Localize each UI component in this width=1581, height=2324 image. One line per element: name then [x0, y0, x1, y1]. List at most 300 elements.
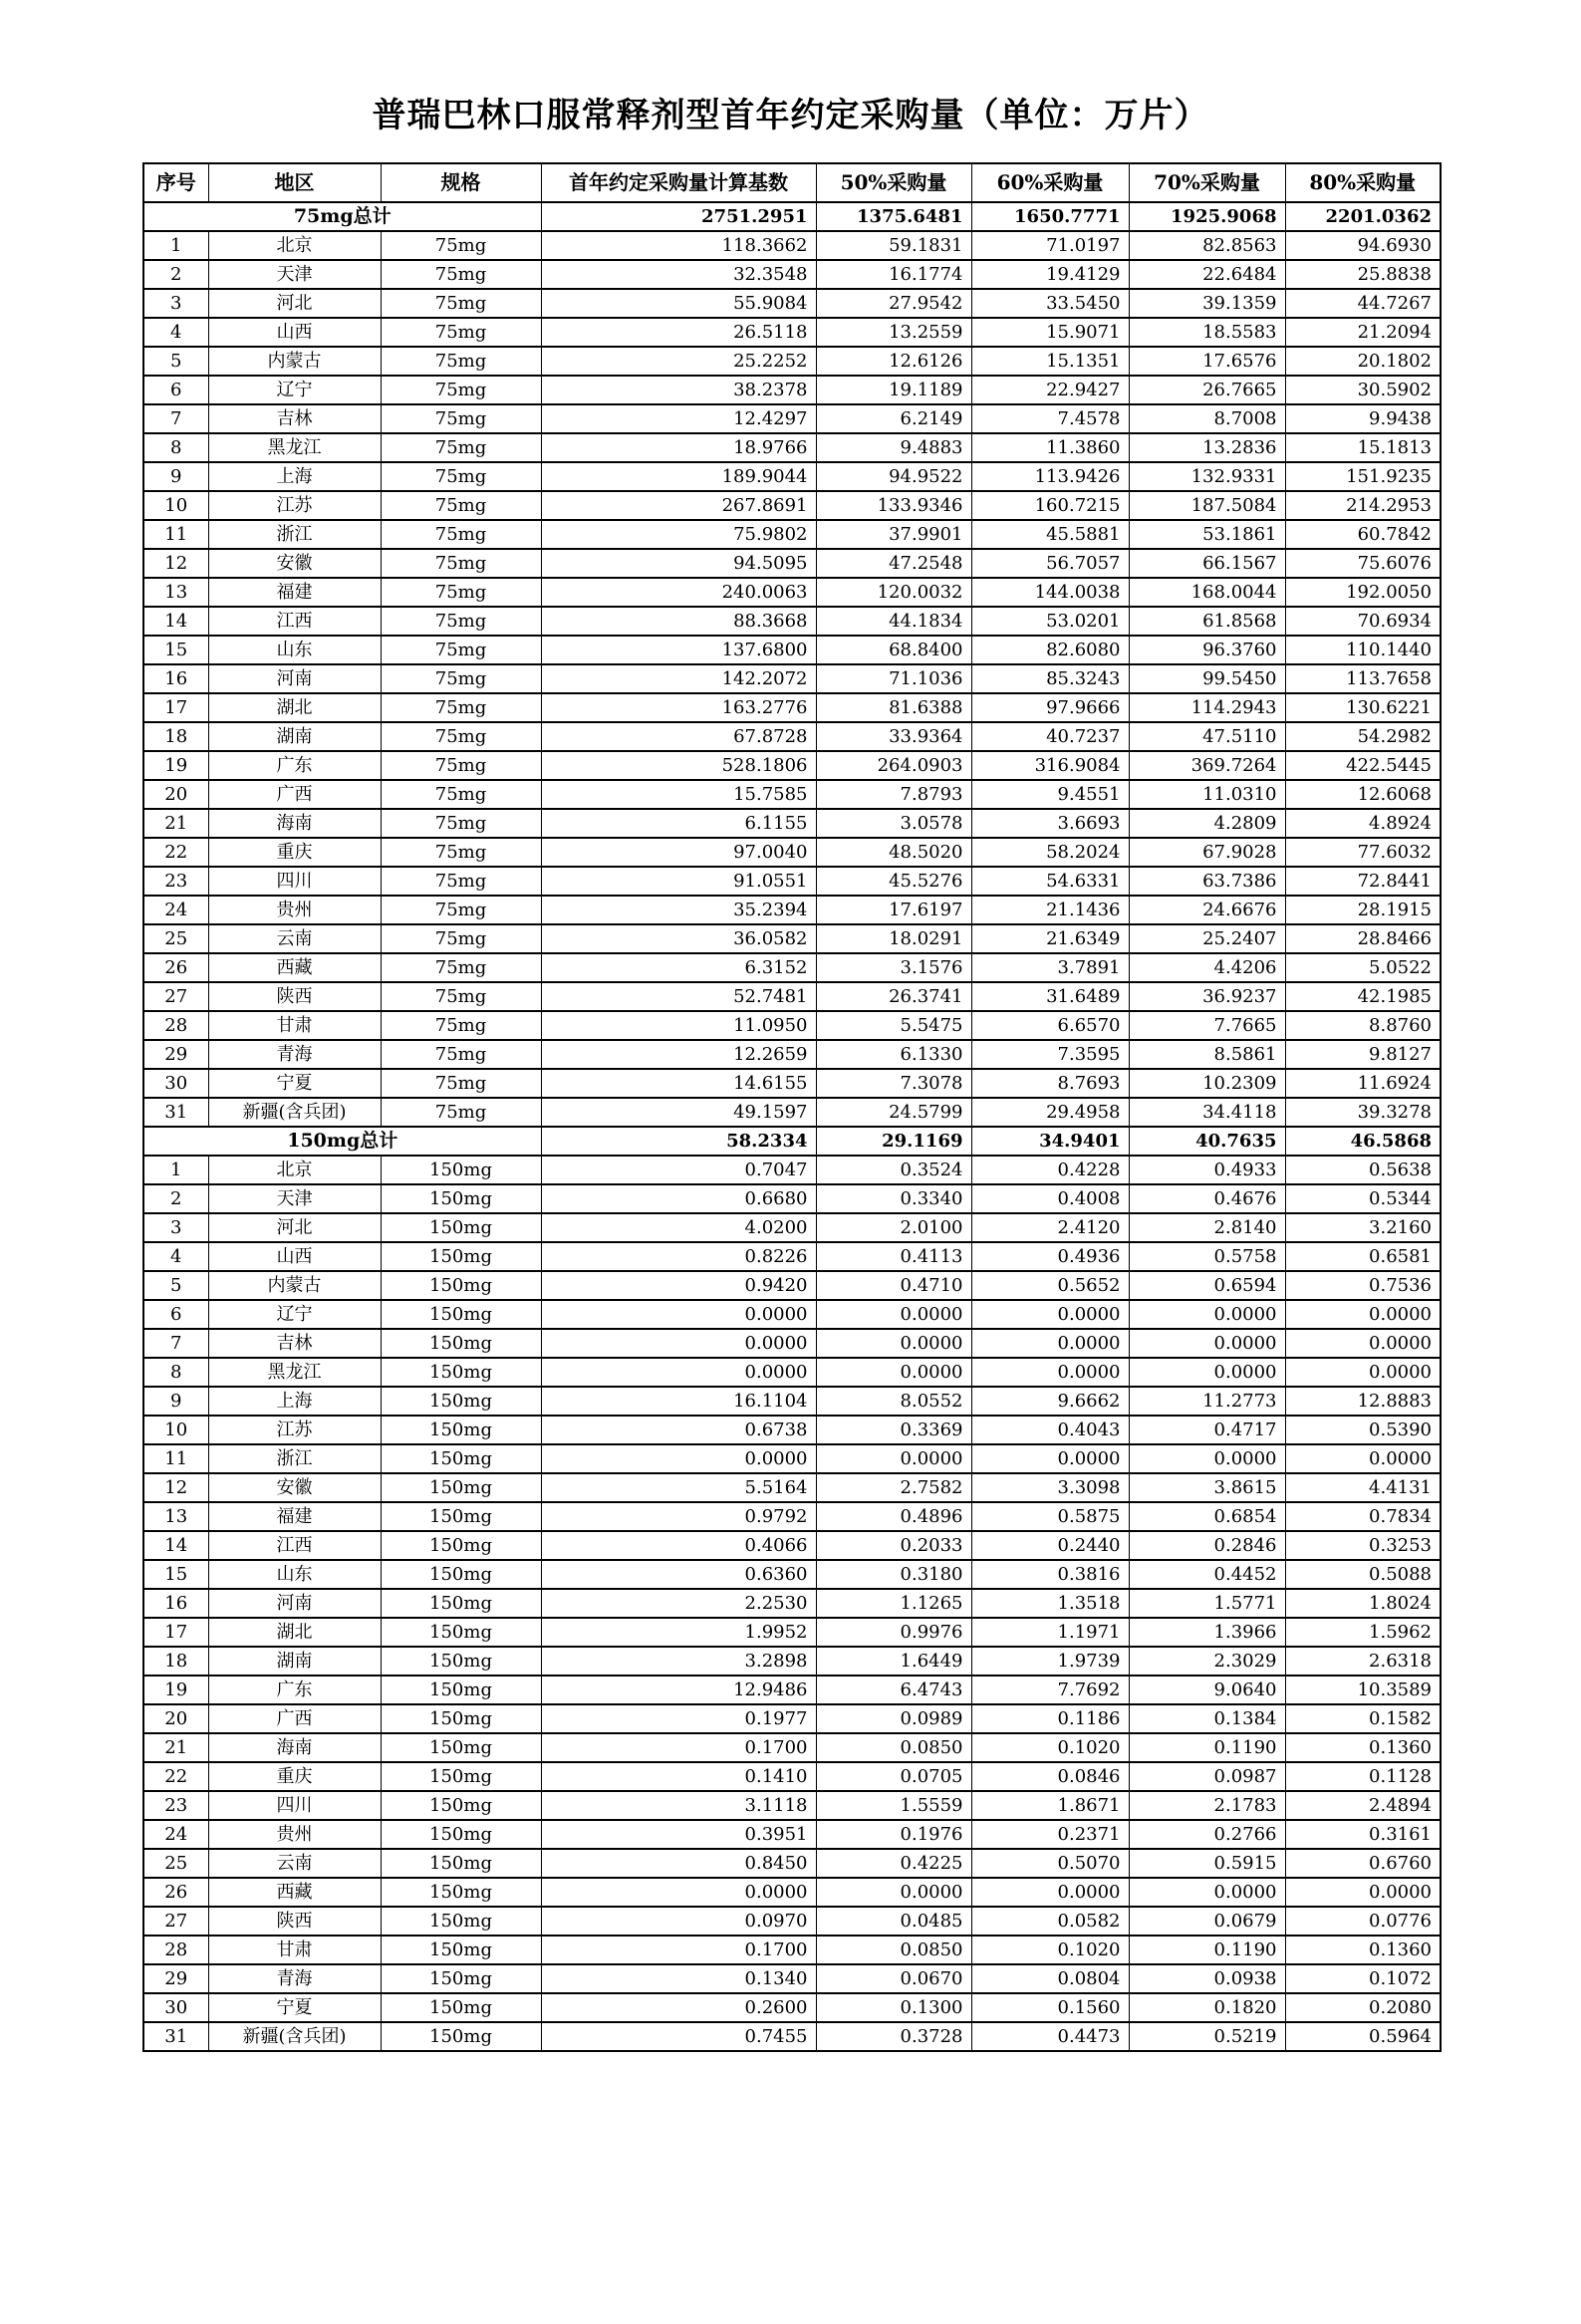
- cell-value: 94.9522: [816, 462, 971, 491]
- cell-spec: 150mg: [381, 1936, 541, 1964]
- cell-value: 7.3595: [971, 1040, 1129, 1069]
- cell-value: 75.6076: [1285, 549, 1441, 578]
- table-row: [143, 1329, 1441, 1358]
- table-row: [143, 376, 1441, 404]
- cell-value: 6.6570: [971, 1011, 1129, 1040]
- cell-value: 1.5962: [1285, 1618, 1441, 1647]
- cell-value: 0.0000: [1129, 1300, 1285, 1329]
- cell-value: 6.4743: [816, 1676, 971, 1704]
- cell-value: 168.0044: [1129, 578, 1285, 607]
- cell-value: 0.4676: [1129, 1184, 1285, 1213]
- cell-value: 422.5445: [1285, 751, 1441, 780]
- cell-no: 25: [143, 1849, 208, 1878]
- cell-value: 0.5758: [1129, 1242, 1285, 1271]
- cell-value: 44.7267: [1285, 289, 1441, 318]
- cell-value: 19.1189: [816, 376, 971, 404]
- table-row: [143, 664, 1441, 693]
- cell-value: 58.2024: [971, 838, 1129, 867]
- cell-region: 新疆(含兵团): [208, 2022, 381, 2051]
- cell-value: 3.2160: [1285, 1213, 1441, 1242]
- cell-value: 0.0000: [971, 1329, 1129, 1358]
- cell-no: 19: [143, 1676, 208, 1704]
- cell-spec: 150mg: [381, 1560, 541, 1589]
- cell-region: 福建: [208, 578, 381, 607]
- cell-no: 29: [143, 1040, 208, 1069]
- cell-spec: 150mg: [381, 1184, 541, 1213]
- cell-value: 8.8760: [1285, 1011, 1441, 1040]
- table-row: [143, 1560, 1441, 1589]
- cell-value: 0.2600: [541, 1993, 816, 2022]
- table-row: [143, 838, 1441, 867]
- cell-value: 0.7834: [1285, 1502, 1441, 1531]
- cell-value: 0.0000: [1285, 1444, 1441, 1473]
- cell-no: 4: [143, 318, 208, 347]
- cell-value: 77.6032: [1285, 838, 1441, 867]
- cell-region: 福建: [208, 1502, 381, 1531]
- cell-no: 6: [143, 376, 208, 404]
- cell-spec: 75mg: [381, 809, 541, 838]
- cell-value: 13.2836: [1129, 433, 1285, 462]
- cell-value: 0.0000: [1129, 1358, 1285, 1387]
- cell-region: 山东: [208, 1560, 381, 1589]
- cell-region: 广西: [208, 1704, 381, 1733]
- cell-value: 6.3152: [541, 953, 816, 982]
- cell-spec: 75mg: [381, 462, 541, 491]
- cell-spec: 75mg: [381, 376, 541, 404]
- cell-value: 189.9044: [541, 462, 816, 491]
- cell-value: 0.0000: [816, 1358, 971, 1387]
- cell-value: 12.9486: [541, 1676, 816, 1704]
- cell-spec: 75mg: [381, 404, 541, 433]
- cell-spec: 75mg: [381, 867, 541, 896]
- cell-value: 15.7585: [541, 780, 816, 809]
- cell-value: 9.8127: [1285, 1040, 1441, 1069]
- cell-no: 2: [143, 1184, 208, 1213]
- cell-region: 河北: [208, 289, 381, 318]
- cell-value: 36.0582: [541, 924, 816, 953]
- cell-value: 0.8450: [541, 1849, 816, 1878]
- cell-region: 西藏: [208, 1878, 381, 1907]
- cell-value: 0.0970: [541, 1907, 816, 1936]
- cell-region: 新疆(含兵团): [208, 1098, 381, 1127]
- cell-value: 0.0582: [971, 1907, 1129, 1936]
- cell-spec: 150mg: [381, 2022, 541, 2051]
- cell-value: 36.9237: [1129, 982, 1285, 1011]
- cell-value: 0.1020: [971, 1936, 1129, 1964]
- cell-value: 137.6800: [541, 636, 816, 664]
- cell-value: 2.4120: [971, 1213, 1129, 1242]
- cell-spec: 150mg: [381, 1589, 541, 1618]
- cell-value: 1.1971: [971, 1618, 1129, 1647]
- table-row: [143, 982, 1441, 1011]
- summary-value: 1925.9068: [1129, 202, 1285, 231]
- cell-spec: 150mg: [381, 1416, 541, 1444]
- cell-value: 5.0522: [1285, 953, 1441, 982]
- cell-value: 5.5475: [816, 1011, 971, 1040]
- cell-value: 81.6388: [816, 693, 971, 722]
- cell-region: 宁夏: [208, 1993, 381, 2022]
- cell-value: 0.9976: [816, 1618, 971, 1647]
- cell-value: 0.1186: [971, 1704, 1129, 1733]
- cell-value: 0.0000: [1129, 1878, 1285, 1907]
- table-row: [143, 1618, 1441, 1647]
- cell-spec: 75mg: [381, 664, 541, 693]
- cell-value: 6.1330: [816, 1040, 971, 1069]
- cell-value: 18.5583: [1129, 318, 1285, 347]
- cell-value: 88.3668: [541, 607, 816, 636]
- table-row: [143, 1473, 1441, 1502]
- cell-value: 0.0000: [971, 1444, 1129, 1473]
- cell-value: 0.0000: [1285, 1329, 1441, 1358]
- cell-value: 130.6221: [1285, 693, 1441, 722]
- table-row: [143, 1733, 1441, 1762]
- cell-value: 240.0063: [541, 578, 816, 607]
- cell-value: 0.5915: [1129, 1849, 1285, 1878]
- cell-region: 山西: [208, 318, 381, 347]
- cell-value: 24.6676: [1129, 896, 1285, 924]
- cell-value: 17.6576: [1129, 347, 1285, 376]
- cell-value: 26.5118: [541, 318, 816, 347]
- cell-region: 青海: [208, 1040, 381, 1069]
- cell-value: 0.0000: [541, 1444, 816, 1473]
- cell-value: 49.1597: [541, 1098, 816, 1127]
- cell-region: 海南: [208, 1733, 381, 1762]
- summary-value: 40.7635: [1129, 1127, 1285, 1156]
- table-row: [143, 809, 1441, 838]
- cell-spec: 150mg: [381, 1762, 541, 1791]
- cell-region: 河南: [208, 664, 381, 693]
- cell-value: 7.3078: [816, 1069, 971, 1098]
- cell-value: 0.6854: [1129, 1502, 1285, 1531]
- cell-value: 2.3029: [1129, 1647, 1285, 1676]
- cell-no: 23: [143, 867, 208, 896]
- cell-value: 82.6080: [971, 636, 1129, 664]
- cell-value: 0.2846: [1129, 1531, 1285, 1560]
- cell-value: 0.0000: [971, 1358, 1129, 1387]
- cell-value: 0.1700: [541, 1936, 816, 1964]
- cell-value: 0.0000: [541, 1878, 816, 1907]
- cell-value: 21.6349: [971, 924, 1129, 953]
- table-row: [143, 1589, 1441, 1618]
- cell-value: 0.4452: [1129, 1560, 1285, 1589]
- cell-value: 25.2252: [541, 347, 816, 376]
- cell-region: 西藏: [208, 953, 381, 982]
- table-row: [143, 1878, 1441, 1907]
- cell-region: 浙江: [208, 520, 381, 549]
- cell-value: 0.4717: [1129, 1416, 1285, 1444]
- cell-no: 11: [143, 1444, 208, 1473]
- col-header-no: 序号: [143, 163, 208, 202]
- cell-value: 0.5638: [1285, 1156, 1441, 1184]
- cell-value: 9.6662: [971, 1387, 1129, 1416]
- cell-value: 0.4473: [971, 2022, 1129, 2051]
- table-row: [143, 549, 1441, 578]
- cell-spec: 75mg: [381, 1011, 541, 1040]
- cell-value: 11.6924: [1285, 1069, 1441, 1098]
- cell-value: 13.2559: [816, 318, 971, 347]
- cell-no: 19: [143, 751, 208, 780]
- cell-value: 1.5771: [1129, 1589, 1285, 1618]
- cell-value: 0.0989: [816, 1704, 971, 1733]
- cell-value: 59.1831: [816, 231, 971, 260]
- cell-spec: 150mg: [381, 1502, 541, 1531]
- cell-value: 12.6126: [816, 347, 971, 376]
- cell-value: 0.0485: [816, 1907, 971, 1936]
- cell-value: 0.1410: [541, 1762, 816, 1791]
- cell-value: 0.1384: [1129, 1704, 1285, 1733]
- col-header-70pct: 70%采购量: [1129, 163, 1285, 202]
- cell-value: 0.0000: [1285, 1300, 1441, 1329]
- cell-value: 52.7481: [541, 982, 816, 1011]
- table-row: [143, 1907, 1441, 1936]
- col-header-spec: 规格: [381, 163, 541, 202]
- cell-spec: 75mg: [381, 318, 541, 347]
- cell-value: 2.8140: [1129, 1213, 1285, 1242]
- cell-value: 2.0100: [816, 1213, 971, 1242]
- cell-value: 4.4131: [1285, 1473, 1441, 1502]
- cell-no: 18: [143, 1647, 208, 1676]
- cell-no: 13: [143, 578, 208, 607]
- page-title: 普瑞巴林口服常释剂型首年约定采购量（单位：万片）: [372, 96, 1209, 135]
- cell-region: 湖南: [208, 1647, 381, 1676]
- cell-spec: 150mg: [381, 1271, 541, 1300]
- cell-value: 163.2776: [541, 693, 816, 722]
- cell-no: 20: [143, 1704, 208, 1733]
- cell-value: 1.8024: [1285, 1589, 1441, 1618]
- cell-value: 0.3524: [816, 1156, 971, 1184]
- cell-spec: 75mg: [381, 780, 541, 809]
- cell-value: 66.1567: [1129, 549, 1285, 578]
- cell-value: 0.0000: [541, 1300, 816, 1329]
- cell-spec: 150mg: [381, 1242, 541, 1271]
- cell-spec: 75mg: [381, 491, 541, 520]
- cell-region: 甘肃: [208, 1936, 381, 1964]
- cell-value: 132.9331: [1129, 462, 1285, 491]
- cell-region: 江苏: [208, 491, 381, 520]
- table-row: [143, 231, 1441, 260]
- col-header-region: 地区: [208, 163, 381, 202]
- cell-value: 0.0000: [1285, 1878, 1441, 1907]
- table-row: [143, 607, 1441, 636]
- table-row: [143, 867, 1441, 896]
- cell-value: 1.5559: [816, 1791, 971, 1820]
- cell-value: 160.7215: [971, 491, 1129, 520]
- table-row: [143, 318, 1441, 347]
- cell-value: 0.0000: [1285, 1358, 1441, 1387]
- cell-value: 0.4008: [971, 1184, 1129, 1213]
- cell-value: 26.3741: [816, 982, 971, 1011]
- cell-region: 吉林: [208, 404, 381, 433]
- cell-value: 0.3340: [816, 1184, 971, 1213]
- cell-no: 3: [143, 289, 208, 318]
- cell-value: 20.1802: [1285, 347, 1441, 376]
- cell-value: 3.6693: [971, 809, 1129, 838]
- cell-no: 14: [143, 1531, 208, 1560]
- cell-value: 0.6760: [1285, 1849, 1441, 1878]
- cell-region: 云南: [208, 924, 381, 953]
- cell-region: 上海: [208, 462, 381, 491]
- cell-value: 75.9802: [541, 520, 816, 549]
- cell-spec: 75mg: [381, 1098, 541, 1127]
- cell-value: 45.5881: [971, 520, 1129, 549]
- cell-region: 陕西: [208, 1907, 381, 1936]
- cell-value: 39.3278: [1285, 1098, 1441, 1127]
- cell-value: 11.0950: [541, 1011, 816, 1040]
- cell-value: 12.6068: [1285, 780, 1441, 809]
- cell-region: 青海: [208, 1964, 381, 1993]
- cell-value: 2.6318: [1285, 1647, 1441, 1676]
- cell-value: 0.1360: [1285, 1733, 1441, 1762]
- summary-label: 150mg总计: [143, 1127, 541, 1156]
- cell-value: 0.0776: [1285, 1907, 1441, 1936]
- cell-value: 0.4936: [971, 1242, 1129, 1271]
- cell-value: 9.4551: [971, 780, 1129, 809]
- cell-value: 4.2809: [1129, 809, 1285, 838]
- cell-value: 0.4225: [816, 1849, 971, 1878]
- cell-region: 黑龙江: [208, 1358, 381, 1387]
- cell-value: 71.1036: [816, 664, 971, 693]
- cell-value: 0.1560: [971, 1993, 1129, 2022]
- cell-spec: 150mg: [381, 1791, 541, 1820]
- cell-value: 0.0000: [541, 1358, 816, 1387]
- cell-no: 7: [143, 404, 208, 433]
- cell-spec: 150mg: [381, 1473, 541, 1502]
- cell-region: 重庆: [208, 838, 381, 867]
- cell-value: 2.4894: [1285, 1791, 1441, 1820]
- cell-value: 15.9071: [971, 318, 1129, 347]
- col-header-50pct: 50%采购量: [816, 163, 971, 202]
- cell-value: 11.0310: [1129, 780, 1285, 809]
- cell-value: 39.1359: [1129, 289, 1285, 318]
- cell-spec: 150mg: [381, 1676, 541, 1704]
- table-row: [143, 289, 1441, 318]
- cell-value: 3.1576: [816, 953, 971, 982]
- cell-region: 河北: [208, 1213, 381, 1242]
- cell-value: 114.2943: [1129, 693, 1285, 722]
- cell-value: 0.3728: [816, 2022, 971, 2051]
- cell-no: 9: [143, 1387, 208, 1416]
- cell-spec: 150mg: [381, 1733, 541, 1762]
- cell-value: 97.0040: [541, 838, 816, 867]
- cell-value: 44.1834: [816, 607, 971, 636]
- cell-value: 3.3098: [971, 1473, 1129, 1502]
- cell-spec: 75mg: [381, 924, 541, 953]
- cell-value: 70.6934: [1285, 607, 1441, 636]
- cell-value: 11.3860: [971, 433, 1129, 462]
- cell-value: 26.7665: [1129, 376, 1285, 404]
- cell-no: 9: [143, 462, 208, 491]
- cell-value: 42.1985: [1285, 982, 1441, 1011]
- cell-value: 0.7047: [541, 1156, 816, 1184]
- cell-value: 0.0000: [816, 1878, 971, 1907]
- cell-value: 0.4710: [816, 1271, 971, 1300]
- cell-value: 0.5875: [971, 1502, 1129, 1531]
- cell-spec: 75mg: [381, 722, 541, 751]
- cell-value: 28.1915: [1285, 896, 1441, 924]
- cell-value: 33.9364: [816, 722, 971, 751]
- cell-no: 27: [143, 982, 208, 1011]
- cell-value: 0.7455: [541, 2022, 816, 2051]
- cell-value: 91.0551: [541, 867, 816, 896]
- cell-value: 4.0200: [541, 1213, 816, 1242]
- cell-spec: 75mg: [381, 982, 541, 1011]
- table-row: [143, 520, 1441, 549]
- table-row: [143, 1271, 1441, 1300]
- cell-value: 0.3180: [816, 1560, 971, 1589]
- cell-no: 30: [143, 1993, 208, 2022]
- cell-spec: 150mg: [381, 1820, 541, 1849]
- cell-value: 267.8691: [541, 491, 816, 520]
- cell-no: 12: [143, 1473, 208, 1502]
- cell-value: 0.2766: [1129, 1820, 1285, 1849]
- table-row: [143, 896, 1441, 924]
- cell-value: 28.8466: [1285, 924, 1441, 953]
- cell-value: 3.1118: [541, 1791, 816, 1820]
- cell-value: 0.5652: [971, 1271, 1129, 1300]
- cell-value: 0.1300: [816, 1993, 971, 2022]
- cell-value: 0.5219: [1129, 2022, 1285, 2051]
- cell-value: 25.2407: [1129, 924, 1285, 953]
- cell-spec: 150mg: [381, 1156, 541, 1184]
- table-row: [143, 462, 1441, 491]
- cell-value: 0.0670: [816, 1964, 971, 1993]
- table-row: [143, 1040, 1441, 1069]
- cell-value: 0.4896: [816, 1502, 971, 1531]
- cell-value: 21.2094: [1285, 318, 1441, 347]
- cell-value: 0.9792: [541, 1502, 816, 1531]
- cell-no: 15: [143, 1560, 208, 1589]
- cell-value: 96.3760: [1129, 636, 1285, 664]
- cell-value: 47.5110: [1129, 722, 1285, 751]
- cell-value: 1.9739: [971, 1647, 1129, 1676]
- cell-value: 4.4206: [1129, 953, 1285, 982]
- cell-no: 26: [143, 953, 208, 982]
- cell-spec: 150mg: [381, 1300, 541, 1329]
- procurement-table: [142, 162, 1442, 2052]
- table-row: [143, 1791, 1441, 1820]
- cell-value: 6.1155: [541, 809, 816, 838]
- cell-no: 21: [143, 809, 208, 838]
- table-row: [143, 1387, 1441, 1416]
- cell-value: 110.1440: [1285, 636, 1441, 664]
- summary-value: 34.9401: [971, 1127, 1129, 1156]
- cell-value: 10.2309: [1129, 1069, 1285, 1098]
- cell-region: 湖北: [208, 693, 381, 722]
- cell-region: 湖南: [208, 722, 381, 751]
- cell-no: 30: [143, 1069, 208, 1098]
- cell-region: 天津: [208, 260, 381, 289]
- cell-value: 113.7658: [1285, 664, 1441, 693]
- cell-no: 13: [143, 1502, 208, 1531]
- cell-value: 38.2378: [541, 376, 816, 404]
- cell-value: 118.3662: [541, 231, 816, 260]
- cell-value: 9.0640: [1129, 1676, 1285, 1704]
- table-row: [143, 260, 1441, 289]
- cell-value: 12.2659: [541, 1040, 816, 1069]
- cell-value: 120.0032: [816, 578, 971, 607]
- cell-spec: 150mg: [381, 1387, 541, 1416]
- cell-value: 67.8728: [541, 722, 816, 751]
- cell-spec: 150mg: [381, 1358, 541, 1387]
- cell-value: 0.2080: [1285, 1993, 1441, 2022]
- table-body: [143, 202, 1441, 2051]
- cell-value: 214.2953: [1285, 491, 1441, 520]
- cell-value: 0.4228: [971, 1156, 1129, 1184]
- cell-spec: 75mg: [381, 1040, 541, 1069]
- cell-value: 0.0000: [816, 1329, 971, 1358]
- cell-value: 0.6581: [1285, 1242, 1441, 1271]
- cell-value: 1.6449: [816, 1647, 971, 1676]
